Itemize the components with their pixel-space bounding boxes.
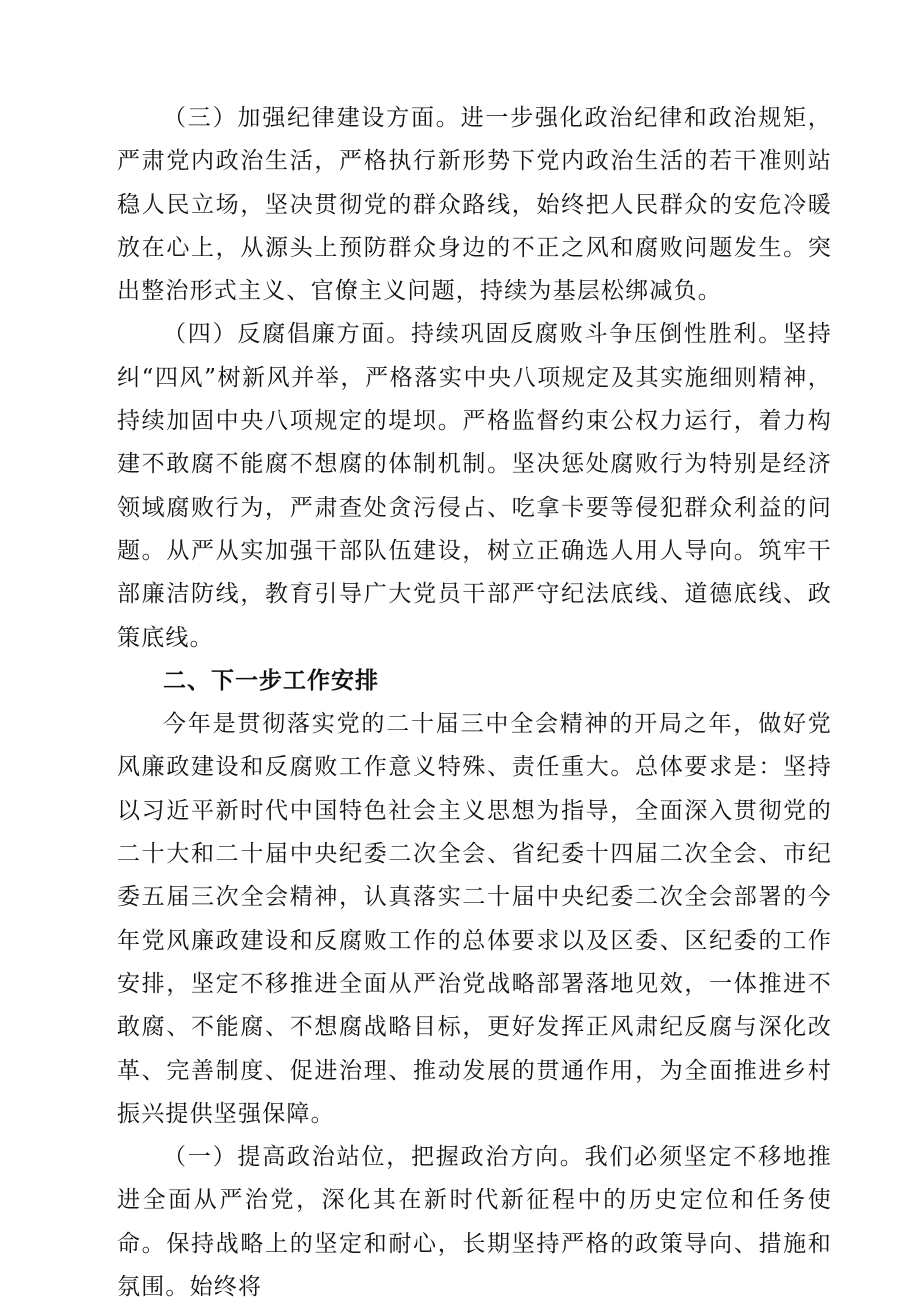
section-heading-next-steps: 二、下一步工作安排	[163, 667, 379, 694]
paragraph-political-stance: （一）提高政治站位，把握政治方向。我们必须坚定不移地推进全面从严治党，深化其在新时代新征程中的历史定位和任务使命。保持战略上的坚定和耐心，长期坚持严格的政策导向、措施和氛围。始终将	[117, 1144, 832, 1301]
paragraph-overall-requirements: 今年是贯彻落实党的二十届三中全会精神的开局之年，做好党风廉政建设和反腐败工作意义特殊、责任重大。总体要求是：坚持以习近平新时代中国特色社会主义思想为指导，全面深入贯彻党的二十大和二十届中央纪委二次全会、省纪委十四届二次全会、市纪委五届三次全会精神，认真落实二十届中央纪委二次全会部署的今年党风廉政建设和反腐败工作的总体要求以及区委、区纪委的工作安排，坚定不移推进全面从严治党战略部署落地见效，一体推进不敢腐、不能腐、不想腐战略目标，更好发挥正风肃纪反腐与深化改革、完善制度、促进治理、推动发展的贯通作用，为全面推进乡村振兴提供坚强保障。	[117, 711, 832, 1127]
paragraph-anti-corruption: （四）反腐倡廉方面。持续巩固反腐败斗争压倒性胜利。坚持纠“四风”树新风并举，严格落实中央八项规定及其实施细则精神，持续加固中央八项规定的堤坝。严格监督约束公权力运行，着力构建不敢腐不能腐不想腐的体制机制。坚决惩处腐败行为特别是经济领域腐败行为，严肃查处贪污侵占、吃拿卡要等侵犯群众利益的问题。从严从实加强干部队伍建设，树立正确选人用人导向。筑牢干部廉洁防线，教育引导广大党员干部严守纪法底线、道德底线、政策底线。	[117, 321, 832, 651]
paragraph-discipline-building: （三）加强纪律建设方面。进一步强化政治纪律和政治规矩，严肃党内政治生活，严格执行新形势下党内政治生活的若干准则站稳人民立场，坚决贯彻党的群众路线，始终把人民群众的安危冷暖放在心上，从源头上预防群众身边的不正之风和腐败问题发生。突出整治形式主义、官僚主义问题，持续为基层松绑减负。	[117, 105, 832, 305]
